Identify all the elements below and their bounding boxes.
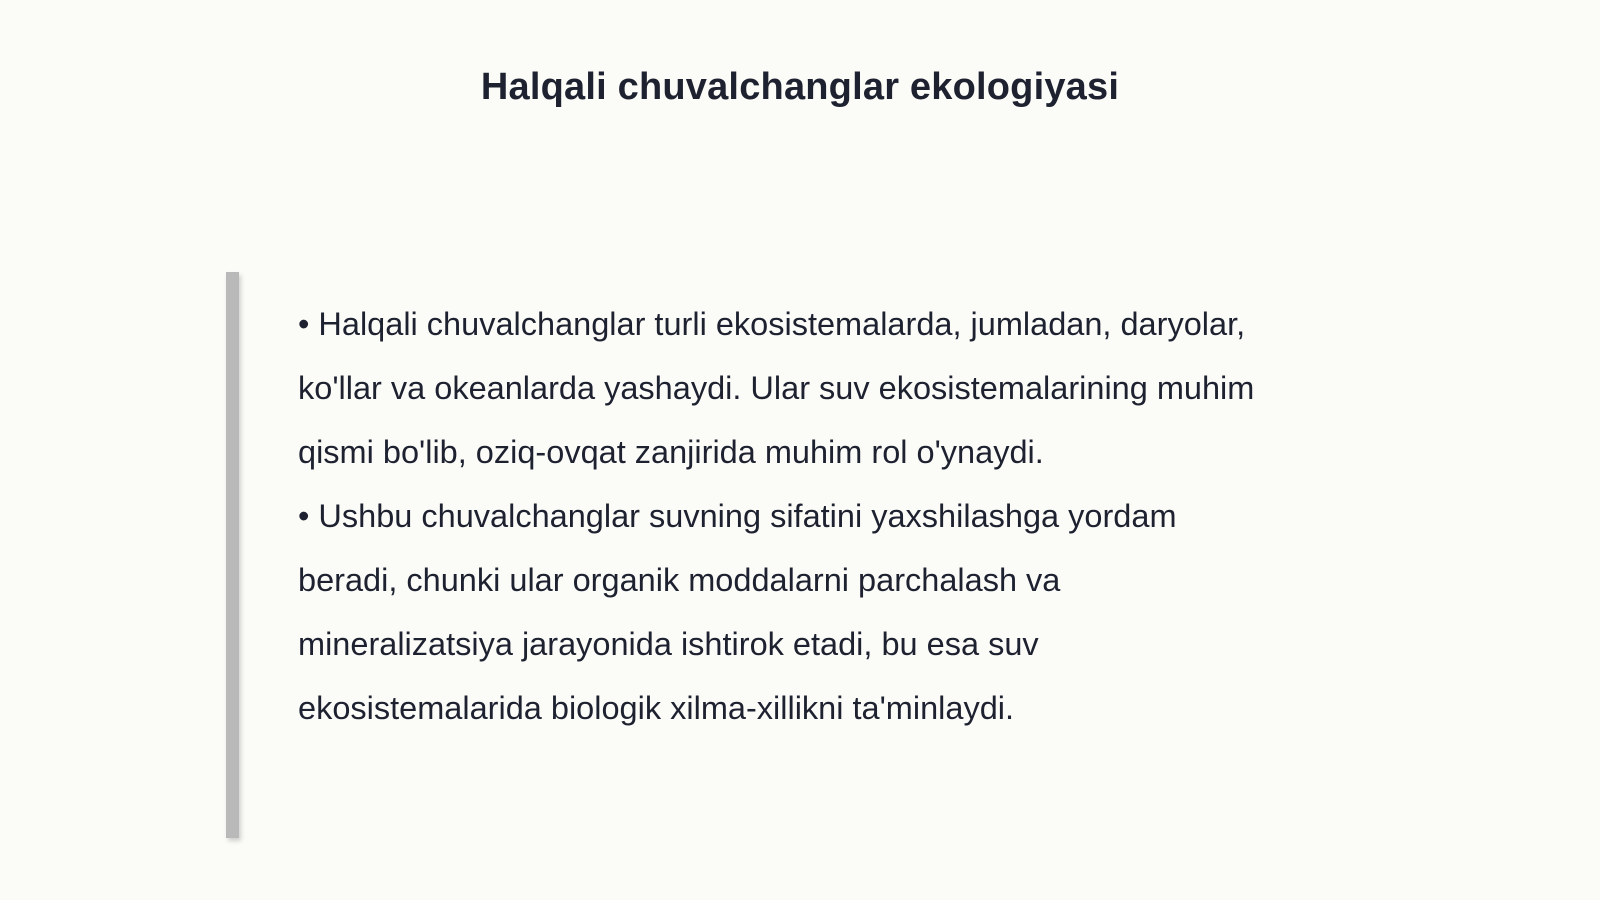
- content-accent-bar: [226, 272, 239, 838]
- slide-title: Halqali chuvalchanglar ekologiyasi: [480, 66, 1120, 108]
- bullet-item: • Ushbu chuvalchanglar suvning sifatini yaxshilashga yordam beradi, chunki ular organik moddalarni parchalash va mineralizatsiya jarayonida ishtirok etadi, bu esa suv ekosistemalarida biologik xilma-xillikni ta'minlaydi.: [298, 498, 1177, 726]
- content-body: [298, 292, 1278, 740]
- bullet-item: • Halqali chuvalchanglar turli ekosistemalarda, jumladan, daryolar, ko'llar va okeanlarda yashaydi. Ular suv ekosistemalarining muhim qismi bo'lib, oziq-ovqat zanjirida muhim rol o'ynaydi.: [298, 306, 1255, 470]
